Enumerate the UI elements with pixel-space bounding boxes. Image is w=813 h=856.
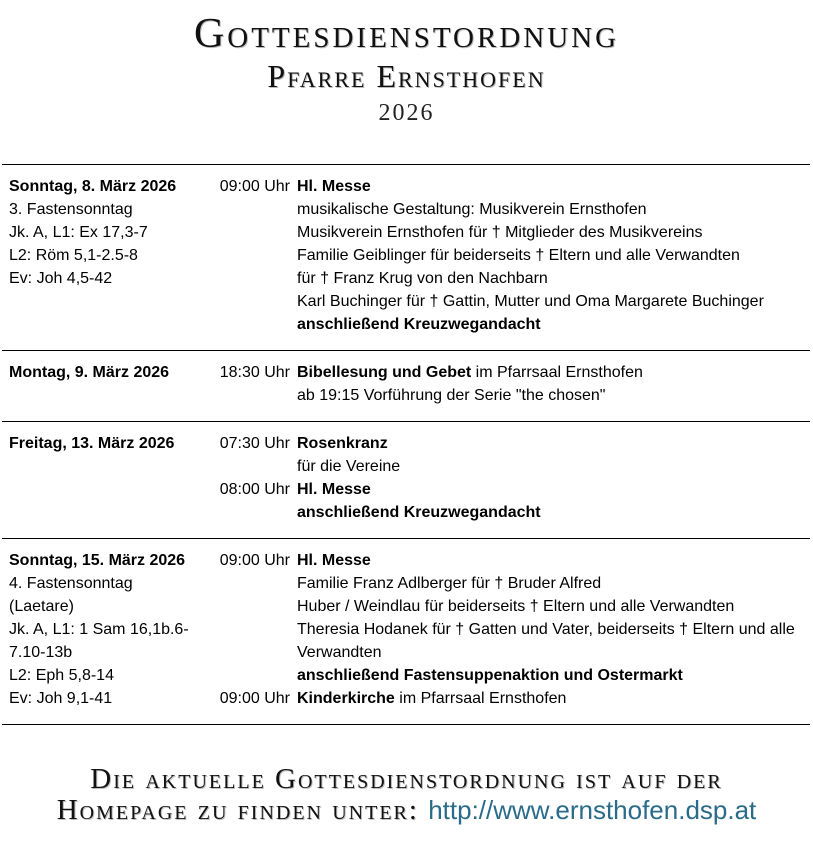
day-date: Sonntag, 15. März 2026 — [9, 552, 186, 569]
event-title: Rosenkranz — [297, 435, 388, 452]
footer-line-2 — [0, 795, 813, 825]
event-title-line — [297, 687, 810, 710]
event-time: 09:00 Uhr — [219, 178, 290, 195]
event-intention: musikalische Gestaltung: Musikverein Ernsthofen — [297, 201, 647, 218]
liturgy-info: Ev: Joh 4,5-42 — [9, 270, 113, 287]
day-events — [214, 175, 810, 336]
event-time: 09:00 Uhr — [219, 690, 290, 707]
day-info — [2, 549, 214, 710]
event-time: 09:00 Uhr — [219, 552, 290, 569]
liturgy-info: Ev: Joh 9,1-41 — [9, 690, 113, 707]
event-details — [297, 175, 810, 336]
event-time: 08:00 Uhr — [219, 481, 290, 498]
day-events — [214, 361, 810, 407]
event-title: Hl. Messe — [297, 178, 371, 195]
liturgy-info: (Laetare) — [9, 598, 74, 615]
liturgy-info: Jk. A, L1: Ex 17,3-7 — [9, 224, 148, 241]
homepage-link[interactable]: http://www.ernsthofen.dsp.at — [428, 795, 757, 825]
day-events — [214, 549, 810, 710]
event-intention: Familie Geiblinger für beiderseits † Eltern und alle Verwandten — [297, 247, 740, 264]
liturgy-info: Jk. A, L1: 1 Sam 16,1b.6- — [9, 621, 189, 638]
liturgy-info: L2: Eph 5,8-14 — [9, 667, 114, 684]
event-title-line — [297, 478, 810, 501]
event-entry — [214, 432, 810, 478]
event-details — [297, 432, 810, 478]
event-closing: anschließend Kreuzwegandacht — [297, 316, 541, 333]
footer-text: Homepage zu finden unter: — [56, 794, 419, 826]
event-intention: für die Vereine — [297, 458, 401, 475]
event-intention: ab 19:15 Vorführung der Serie "the chosen" — [297, 387, 606, 404]
day-date: Freitag, 13. März 2026 — [9, 435, 175, 452]
parish-name: Pfarre Ernsthofen — [267, 58, 546, 94]
event-closing: anschließend Kreuzwegandacht — [297, 504, 541, 521]
year: 2026 — [378, 100, 435, 126]
day-entry — [2, 350, 810, 421]
day-info — [2, 361, 214, 407]
schedule-table — [2, 164, 810, 725]
day-entry — [2, 421, 810, 538]
page-title: Gottesdienstordnung — [193, 11, 620, 57]
event-title: Hl. Messe — [297, 481, 371, 498]
day-info — [2, 175, 214, 336]
event-details — [297, 478, 810, 524]
event-title: Hl. Messe — [297, 552, 371, 569]
event-intention: für † Franz Krug von den Nachbarn — [297, 270, 548, 287]
event-intention: Musikverein Ernsthofen für † Mitglieder des Musikvereins — [297, 224, 703, 241]
event-intention: Familie Franz Adlberger für † Bruder Alfred — [297, 575, 602, 592]
event-title-line — [297, 432, 810, 455]
liturgy-info: 3. Fastensonntag — [9, 201, 133, 218]
day-date: Montag, 9. März 2026 — [9, 364, 170, 381]
event-entry — [214, 687, 810, 710]
event-intention: Huber / Weindlau für beiderseits † Eltern und alle Verwandten — [297, 598, 735, 615]
event-time: 07:30 Uhr — [219, 435, 290, 452]
event-entry — [214, 478, 810, 524]
event-entry — [214, 549, 810, 687]
event-details — [297, 361, 810, 407]
day-info — [2, 432, 214, 524]
event-intention: Karl Buchinger für † Gattin, Mutter und Oma Margarete Buchinger — [297, 293, 764, 310]
event-intention: Verwandten — [297, 644, 382, 661]
event-location: im Pfarrsaal Ernsthofen — [471, 364, 643, 381]
day-row — [2, 549, 810, 710]
day-date: Sonntag, 8. März 2026 — [9, 178, 177, 195]
event-title: Kinderkirche — [297, 690, 395, 707]
event-entry — [214, 175, 810, 336]
liturgy-info: 7.10-13b — [9, 644, 73, 661]
event-title: Bibellesung und Gebet — [297, 364, 472, 381]
event-title-line — [297, 361, 810, 384]
event-details — [297, 549, 810, 687]
event-title-line — [297, 549, 810, 572]
event-location: im Pfarrsaal Ernsthofen — [394, 690, 567, 707]
day-row — [2, 175, 810, 336]
day-row — [2, 361, 810, 407]
day-entry — [2, 164, 810, 350]
event-time: 18:30 Uhr — [219, 364, 290, 381]
day-entry — [2, 538, 810, 725]
event-entry — [214, 361, 810, 407]
event-closing: anschließend Fastensuppenaktion und Ostermarkt — [297, 667, 683, 684]
liturgy-info: 4. Fastensonntag — [9, 575, 133, 592]
day-row — [2, 432, 810, 524]
event-details — [297, 687, 810, 710]
event-intention: Theresia Hodanek für † Gatten und Vater, beiderseits † Eltern und alle — [297, 621, 795, 638]
day-events — [214, 432, 810, 524]
footer-line-1: Die aktuelle Gottesdienstordnung ist auf der — [90, 763, 723, 795]
liturgy-info: L2: Röm 5,1-2.5-8 — [9, 247, 138, 264]
event-title-line — [297, 175, 810, 198]
